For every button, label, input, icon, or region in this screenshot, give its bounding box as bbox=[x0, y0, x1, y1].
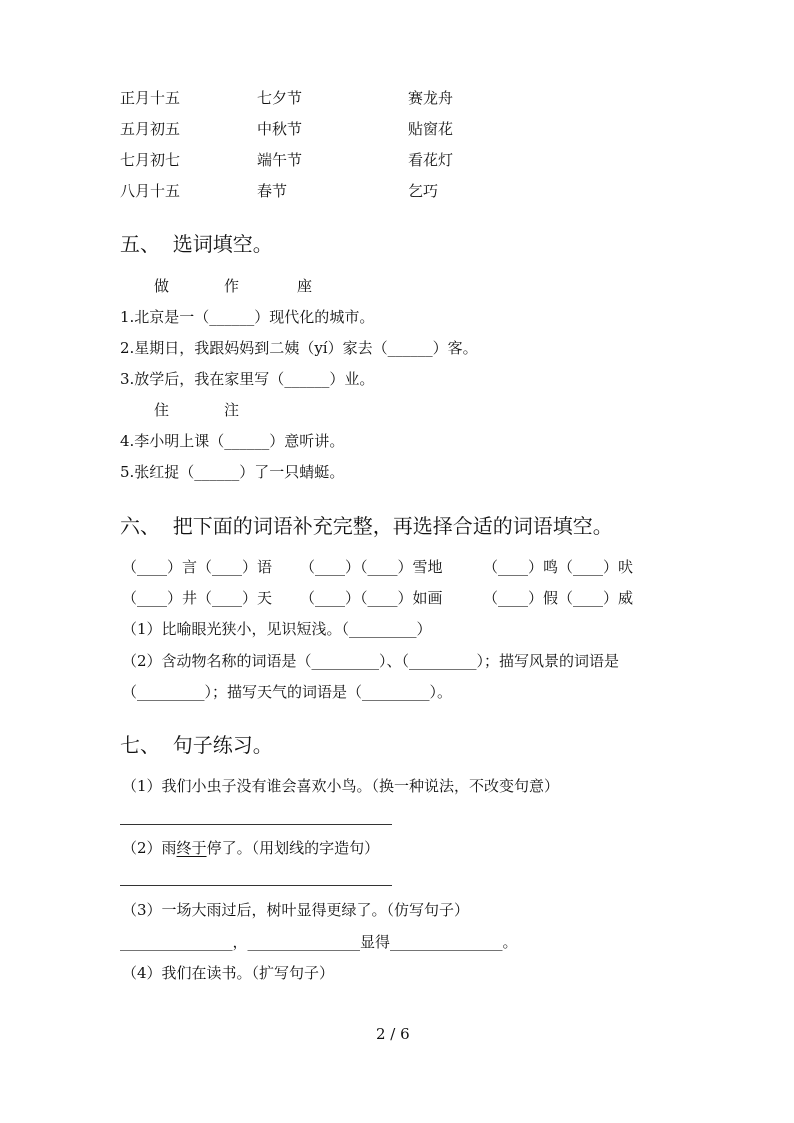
idiom-blank: （____）言（____）语 bbox=[122, 558, 273, 576]
section7-heading: 七、 句子练习。 bbox=[120, 733, 273, 757]
question-item: （1）比喻眼光狭小，见识短浅。（_________） bbox=[122, 620, 432, 638]
question-item: 1.北京是一（______）现代化的城市。 bbox=[120, 308, 375, 326]
question-item: 3.放学后，我在家里写（______）业。 bbox=[120, 370, 375, 388]
match-cell: 七月初七 bbox=[120, 151, 181, 169]
idiom-blank: （____）（____）如画 bbox=[300, 589, 443, 607]
idiom-blank: （____）假（____）威 bbox=[483, 589, 634, 607]
word-choice: 做 bbox=[154, 277, 170, 295]
question-item: 2.星期日，我跟妈妈到二姨（yí）家去（______）客。 bbox=[120, 339, 478, 357]
underlined-word: 终于 bbox=[176, 839, 207, 857]
match-cell: 看花灯 bbox=[408, 151, 454, 169]
match-cell: 乞巧 bbox=[408, 182, 439, 200]
question-item bbox=[122, 838, 379, 858]
match-cell: 八月十五 bbox=[120, 182, 181, 200]
question-item: 4.李小明上课（______）意听讲。 bbox=[120, 432, 345, 450]
match-cell: 中秋节 bbox=[257, 120, 303, 138]
idiom-blank: （____）井（____）天 bbox=[122, 589, 273, 607]
question-item: （2）含动物名称的词语是（_________）、（_________）；描写风景的词语是 bbox=[122, 652, 620, 670]
match-cell: 五月初五 bbox=[120, 120, 181, 138]
match-cell: 端午节 bbox=[257, 151, 303, 169]
page-number: 2 / 6 bbox=[376, 1025, 410, 1043]
answer-line bbox=[120, 885, 392, 886]
fill-line: _______________，_______________显得_______________。 bbox=[120, 933, 518, 951]
word-choice: 住 bbox=[154, 401, 170, 419]
question-item: （1）我们小虫子没有谁会喜欢小鸟。（换一种说法，不改变句意） bbox=[122, 777, 560, 795]
match-cell: 正月十五 bbox=[120, 89, 181, 107]
match-cell: 贴窗花 bbox=[408, 120, 454, 138]
idiom-blank: （____）鸣（____）吠 bbox=[483, 558, 634, 576]
match-cell: 春节 bbox=[257, 182, 288, 200]
question-item: 5.张红捉（______）了一只蜻蜓。 bbox=[120, 463, 345, 481]
answer-line bbox=[120, 824, 392, 825]
word-choice: 注 bbox=[224, 401, 240, 419]
word-choice: 座 bbox=[297, 277, 313, 295]
question-item: （4）我们在读书。（扩写句子） bbox=[122, 964, 335, 982]
idiom-blank: （____）（____）雪地 bbox=[300, 558, 443, 576]
question-item: （_________）；描写天气的词语是（_________）。 bbox=[122, 683, 453, 701]
q2-prefix: （2）雨 bbox=[122, 839, 177, 857]
section6-heading: 六、 把下面的词语补充完整，再选择合适的词语填空。 bbox=[120, 514, 613, 538]
match-cell: 七夕节 bbox=[257, 89, 303, 107]
section5-heading: 五、 选词填空。 bbox=[120, 232, 273, 256]
question-item: （3）一场大雨过后，树叶显得更绿了。（仿写句子） bbox=[122, 901, 470, 919]
word-choice: 作 bbox=[224, 277, 240, 295]
q2-suffix: 停了。（用划线的字造句） bbox=[206, 839, 380, 857]
match-cell: 赛龙舟 bbox=[408, 89, 454, 107]
